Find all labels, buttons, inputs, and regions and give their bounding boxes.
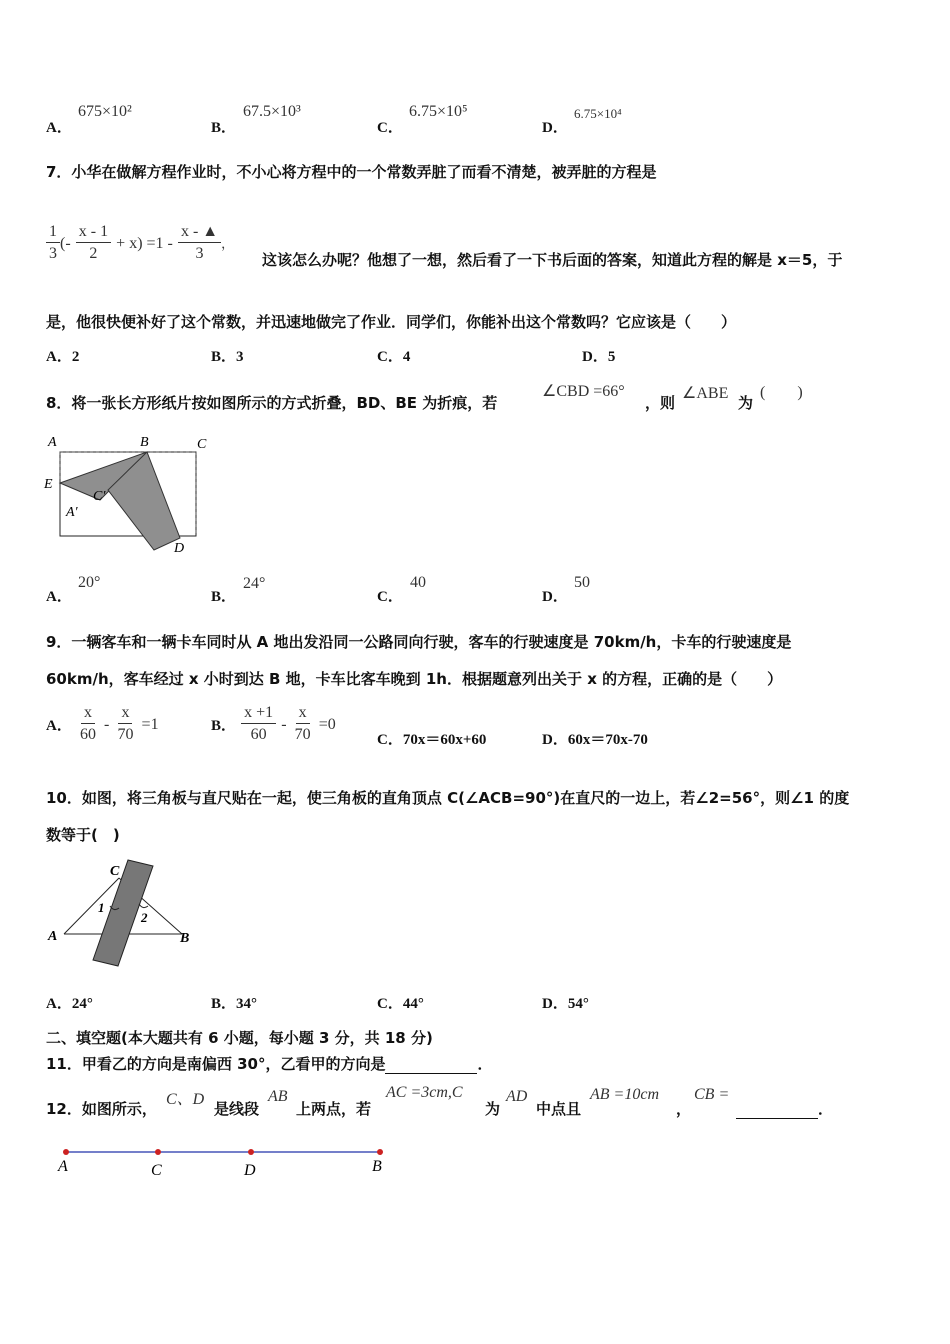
q9-b-frac2: $\frac{x}{70}$ [294, 704, 311, 743]
q9-stem-line2: 60km/h，客车经过 x 小时到达 B 地，卡车比客车晚到 1h．根据题意列出关于 x 的方程，正确的是（ ） [46, 670, 783, 688]
q6-option-a-value: 675×10² [78, 103, 132, 120]
q8-option-c-letter: C． [377, 589, 403, 605]
q12-point-c [155, 1149, 161, 1155]
q11-answer-blank [385, 1055, 477, 1074]
q9-a-rhs: =1 [141, 716, 159, 733]
q8-figure [40, 428, 220, 558]
q12-d: 为 [485, 1100, 501, 1118]
q11-end: ． [477, 1055, 493, 1073]
q12-label-a: A [58, 1158, 68, 1175]
q10-label-a: A [48, 929, 58, 944]
q9-option-a-letter: A． [46, 718, 72, 734]
q7-eq-frac2 [76, 222, 111, 265]
q12-m5: AB =10cm [590, 1086, 659, 1103]
q8-option-c-value: 40 [410, 574, 426, 591]
q12-a: 12．如图所示， [46, 1100, 157, 1118]
q12-label-d: D [244, 1162, 256, 1179]
q7-eq-f3-den: 3 [195, 245, 204, 262]
q7-option-c: C．4 [377, 349, 411, 365]
q12-m1: C、D [166, 1091, 205, 1108]
q7-option-d: D．5 [582, 349, 616, 365]
q8-condition: ∠CBD =66° [542, 383, 625, 400]
q12-b: 是线段 [214, 1100, 260, 1118]
q10-label-c: C [110, 864, 120, 879]
q12-point-a [63, 1149, 69, 1155]
q12-c: 上两点，若 [296, 1100, 372, 1118]
q9-option-a [46, 703, 159, 746]
q9-stem-line1: 9．一辆客车和一辆卡车同时从 A 地出发沿同一公路同向行驶，客车的行驶速度是 70km/h，卡车的行驶速度是 [46, 633, 792, 651]
q7-eq-open: (- [60, 235, 71, 252]
q8-option-d-value: 50 [574, 574, 590, 591]
q12-answer-blank [736, 1100, 818, 1119]
q12-f: ， [676, 1100, 692, 1118]
q6-option-a-letter: A． [46, 120, 72, 136]
q7-eq-f3-num: x - ▲ [178, 222, 221, 243]
q10-option-c: C．44° [377, 996, 424, 1012]
q6-option-c-value: 6.75×10⁵ [409, 103, 468, 120]
q12-figure [50, 1140, 400, 1185]
q8-label-ap: A′ [66, 505, 78, 520]
q8-label-cp: C′ [93, 489, 106, 504]
q9-a-minus: - [104, 716, 110, 733]
q11-stem: 11．甲看乙的方向是南偏西 30°，乙看甲的方向是 [46, 1055, 386, 1073]
q6-option-c-letter: C． [377, 120, 403, 136]
q6-option-b-value: 67.5×10³ [243, 103, 301, 120]
q9-a-frac2: $\frac{x}{70}$ [117, 704, 134, 743]
q10-label-2: 2 [141, 910, 148, 925]
q12-end: ． [818, 1100, 834, 1118]
q7-stem-line1: 7．小华在做解方程作业时，不小心将方程中的一个常数弄脏了而看不清楚，被弄脏的方程是 [46, 163, 657, 181]
q8-option-d-letter: D． [542, 589, 568, 605]
q12-m3: AC =3cm,C [386, 1084, 463, 1101]
q10-label-1: 1 [98, 900, 105, 915]
q7-eq-frac3 [178, 222, 221, 265]
q7-option-b: B．3 [211, 349, 244, 365]
q7-stem-line3: 是，他很快便补好了这个常数，并迅速地做完了作业．同学们，你能补出这个常数吗？它应该是（ ） [46, 313, 737, 331]
q8-label-a: A [48, 435, 57, 450]
q12-point-b [377, 1149, 383, 1155]
q9-option-c: C．70x＝60x+60 [377, 732, 487, 748]
q7-eq-f1-num: 1 [46, 222, 60, 243]
q12-m4: AD [506, 1088, 528, 1105]
q9-a-frac1: $\frac{x}{60}$ [79, 704, 96, 743]
q10-figure [40, 852, 210, 977]
q8-label-e: E [44, 477, 53, 492]
q8-option-b-letter: B． [211, 589, 237, 605]
q10-option-a: A．24° [46, 996, 93, 1012]
q10-label-b: B [180, 931, 190, 946]
q7-option-a: A．2 [46, 349, 80, 365]
q7-equation [46, 222, 234, 265]
q6-option-d-value: 6.75×10⁴ [574, 106, 622, 121]
q7-eq-mid: + x) =1 - [116, 235, 173, 252]
q7-eq-comma: ， [221, 236, 235, 251]
q9-b-frac1: $\frac{x +1}{60}$ [241, 703, 276, 746]
q8-label-b: B [140, 435, 149, 450]
q12-m2: AB [268, 1088, 288, 1105]
q10-stem-line2: 数等于( ) [46, 826, 120, 844]
q10-angle2-arc [139, 904, 148, 908]
q8-stem-a: 8．将一张长方形纸片按如图所示的方式折叠，BD、BE 为折痕，若 [46, 394, 498, 412]
q10-option-d: D．54° [542, 996, 589, 1012]
q9-b-minus: - [281, 716, 287, 733]
q8-label-c: C [197, 437, 207, 452]
q6-option-d-letter: D． [542, 120, 568, 136]
q6-option-b-letter: B． [211, 120, 237, 136]
q9-option-d: D．60x＝70x-70 [542, 732, 648, 748]
q8-stem-c: 为 [738, 394, 754, 412]
q7-eq-frac1 [46, 222, 60, 265]
q8-stem-b: ，则 [645, 394, 676, 412]
q7-stem-line2: 这该怎么办呢？他想了一想，然后看了一下书后面的答案，知道此方程的解是 x＝5，于 [262, 251, 843, 269]
q10-option-b: B．34° [211, 996, 258, 1012]
section-title-fill-in: 二、填空题(本大题共有 6 小题，每小题 3 分，共 18 分) [46, 1029, 433, 1047]
q9-b-rhs: =0 [318, 716, 336, 733]
q8-ask: ∠ABE [682, 385, 729, 402]
q8-paren: ( ) [760, 384, 803, 401]
q12-label-c: C [151, 1162, 162, 1179]
q8-option-a-value: 20° [78, 574, 101, 591]
q9-option-b [211, 703, 336, 746]
q7-eq-f2-den: 2 [89, 245, 98, 262]
q12-m6: CB = [694, 1086, 730, 1103]
q7-eq-f2-num: x - 1 [76, 222, 111, 243]
q8-option-b-value: 24° [243, 575, 266, 592]
q7-eq-f1-den: 3 [49, 245, 57, 262]
q11 [46, 1053, 493, 1074]
q8-option-a-letter: A． [46, 589, 72, 605]
q9-option-b-letter: B． [211, 718, 237, 734]
q8-label-d: D [174, 541, 185, 556]
q12-point-d [248, 1149, 254, 1155]
q10-stem-line1: 10．如图，将三角板与直尺贴在一起，使三角板的直角顶点 C(∠ACB=90°)在直尺的一边上，若∠2=56°，则∠1 的度 [46, 789, 850, 807]
q12-label-b: B [372, 1158, 382, 1175]
q12-e: 中点且 [536, 1100, 582, 1118]
q12-blank-wrap [736, 1098, 833, 1119]
